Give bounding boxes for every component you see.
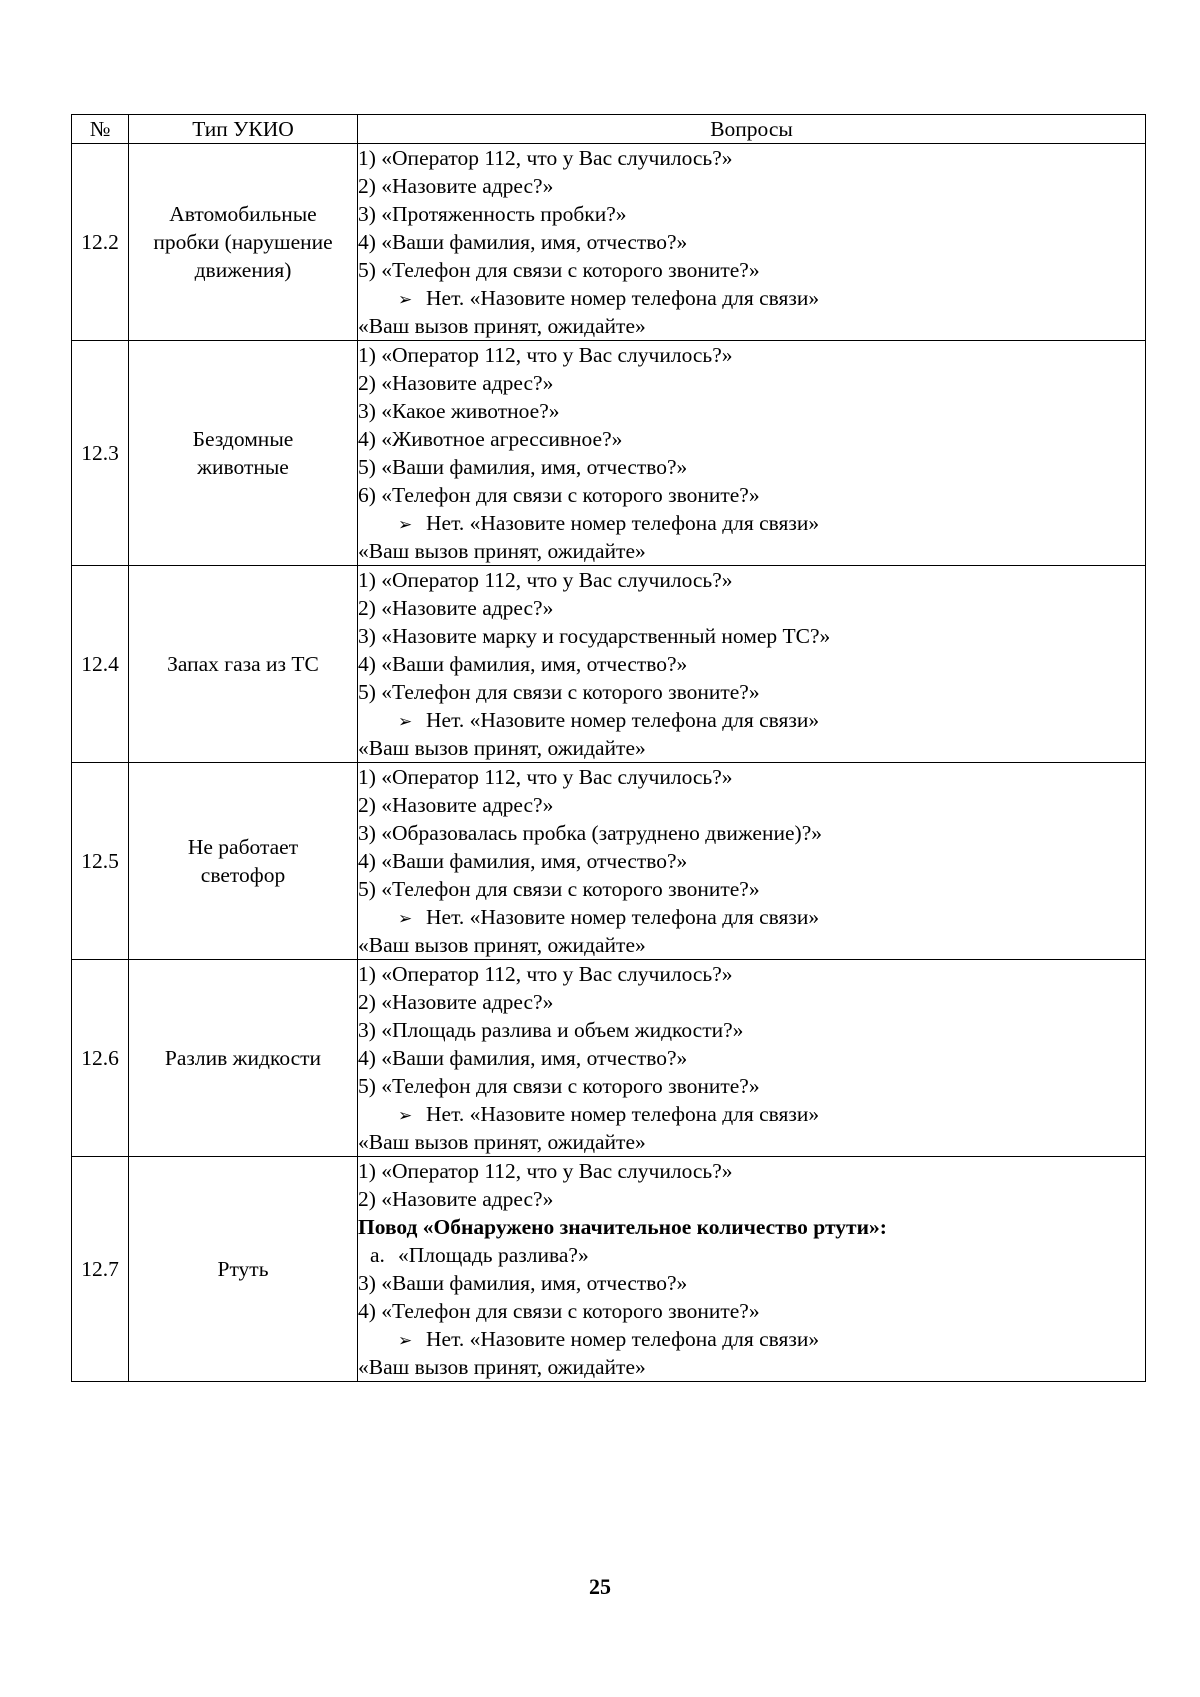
question-bullet: [358, 284, 1145, 312]
question-line: 4) «Телефон для связи с которого звоните?»: [358, 1299, 760, 1323]
question-line: 1) «Оператор 112, что у Вас случилось?»: [358, 962, 733, 986]
questions-cell: [358, 144, 1146, 341]
questions-cell: [358, 960, 1146, 1157]
arrow-bullet-icon: ➢: [398, 1106, 413, 1126]
question-line: «Ваш вызов принят, ожидайте»: [358, 539, 646, 563]
question-bullet: [358, 903, 1145, 931]
questions-cell: [358, 763, 1146, 960]
question-line: «Ваш вызов принят, ожидайте»: [358, 736, 646, 760]
incident-type: [129, 341, 358, 566]
table-row: [72, 763, 1146, 960]
question-line: «Ваш вызов принят, ожидайте»: [358, 933, 646, 957]
question-line: 1) «Оператор 112, что у Вас случилось?»: [358, 765, 733, 789]
question-line: 6) «Телефон для связи с которого звоните?»: [358, 483, 760, 507]
header-type: Тип УКИО: [129, 115, 358, 144]
question-text: Нет. «Назовите номер телефона для связи»: [426, 1102, 820, 1126]
question-line: 2) «Назовите адрес?»: [358, 990, 554, 1014]
questions-cell: [358, 566, 1146, 763]
incident-type-line: Не работает: [187, 835, 299, 859]
table-row: [72, 341, 1146, 566]
question-line: 3) «Образовалась пробка (затруднено движение)?»: [358, 821, 822, 845]
header-row: [72, 115, 1146, 144]
question-line: 1) «Оператор 112, что у Вас случилось?»: [358, 343, 733, 367]
incident-type-line: Автомобильные: [169, 202, 317, 226]
incident-type-line: Бездомные: [192, 427, 294, 451]
incident-type: [129, 144, 358, 341]
question-line: 5) «Телефон для связи с которого звоните?»: [358, 1074, 760, 1098]
row-number: 12.2: [72, 144, 129, 341]
question-text: Нет. «Назовите номер телефона для связи»: [426, 1327, 820, 1351]
arrow-bullet-icon: ➢: [398, 515, 413, 535]
page-number: 25: [589, 1574, 611, 1599]
incident-type-line: пробки (нарушение: [153, 230, 333, 254]
header-num: №: [72, 115, 129, 144]
questions-table: [71, 114, 1146, 1382]
question-line: 1) «Оператор 112, что у Вас случилось?»: [358, 1159, 733, 1183]
table-row: [72, 144, 1146, 341]
question-line: 2) «Назовите адрес?»: [358, 174, 554, 198]
incident-type-line: Запах газа из ТС: [167, 652, 319, 676]
question-line: 5) «Телефон для связи с которого звоните?»: [358, 877, 760, 901]
incident-type: [129, 1157, 358, 1382]
question-bullet: [358, 509, 1145, 537]
question-bullet: [358, 706, 1145, 734]
question-line: «Ваш вызов принят, ожидайте»: [358, 314, 646, 338]
arrow-bullet-icon: ➢: [398, 909, 413, 929]
row-number: 12.6: [72, 960, 129, 1157]
question-line: 4) «Животное агрессивное?»: [358, 427, 623, 451]
question-line: 5) «Телефон для связи с которого звоните?»: [358, 680, 760, 704]
incident-type: [129, 566, 358, 763]
question-line: 2) «Назовите адрес?»: [358, 371, 554, 395]
question-line: 3) «Ваши фамилия, имя, отчество?»: [358, 1271, 688, 1295]
incident-type-line: животные: [197, 455, 289, 479]
question-line: 3) «Какое животное?»: [358, 399, 560, 423]
question-line: 4) «Ваши фамилия, имя, отчество?»: [358, 652, 688, 676]
table-row: [72, 566, 1146, 763]
question-line: 4) «Ваши фамилия, имя, отчество?»: [358, 230, 688, 254]
question-line: 1) «Оператор 112, что у Вас случилось?»: [358, 146, 733, 170]
question-line: 5) «Телефон для связи с которого звоните?»: [358, 258, 760, 282]
question-text: Нет. «Назовите номер телефона для связи»: [426, 286, 820, 310]
table-row: [72, 1157, 1146, 1382]
incident-type-line: движения): [194, 258, 292, 282]
subitem-marker: а.: [370, 1243, 385, 1267]
question-text: Нет. «Назовите номер телефона для связи»: [426, 511, 820, 535]
incident-type: [129, 960, 358, 1157]
question-text: Нет. «Назовите номер телефона для связи»: [426, 905, 820, 929]
question-bullet: [358, 1100, 1145, 1128]
question-line: 1) «Оператор 112, что у Вас случилось?»: [358, 568, 733, 592]
incident-type-line: светофор: [200, 863, 286, 887]
table-body: [72, 144, 1146, 1382]
arrow-bullet-icon: ➢: [398, 1331, 413, 1351]
header-questions: Вопросы: [358, 115, 1146, 144]
question-line: 2) «Назовите адрес?»: [358, 793, 554, 817]
question-text: «Площадь разлива?»: [398, 1243, 589, 1267]
question-text: Нет. «Назовите номер телефона для связи»: [426, 708, 820, 732]
arrow-bullet-icon: ➢: [398, 290, 413, 310]
row-number: 12.7: [72, 1157, 129, 1382]
questions-cell: [358, 341, 1146, 566]
table-row: [72, 960, 1146, 1157]
questions-cell: [358, 1157, 1146, 1382]
question-line: «Ваш вызов принят, ожидайте»: [358, 1355, 646, 1379]
row-number: 12.5: [72, 763, 129, 960]
question-line: 3) «Протяженность пробки?»: [358, 202, 627, 226]
row-number: 12.3: [72, 341, 129, 566]
incident-type-line: Разлив жидкости: [164, 1046, 322, 1070]
question-line: 3) «Площадь разлива и объем жидкости?»: [358, 1018, 744, 1042]
question-subitem: [358, 1241, 1145, 1269]
question-line: 2) «Назовите адрес?»: [358, 1187, 554, 1211]
question-line: 5) «Ваши фамилия, имя, отчество?»: [358, 455, 688, 479]
incident-type: [129, 763, 358, 960]
question-line: «Ваш вызов принят, ожидайте»: [358, 1130, 646, 1154]
question-bullet: [358, 1325, 1145, 1353]
arrow-bullet-icon: ➢: [398, 712, 413, 732]
question-line: 3) «Назовите марку и государственный номер ТС?»: [358, 624, 831, 648]
question-line: 4) «Ваши фамилия, имя, отчество?»: [358, 849, 688, 873]
question-line: 4) «Ваши фамилия, имя, отчество?»: [358, 1046, 688, 1070]
question-line: 2) «Назовите адрес?»: [358, 596, 554, 620]
incident-type-line: Ртуть: [217, 1257, 269, 1281]
question-heading: Повод «Обнаружено значительное количество ртути»:: [358, 1215, 887, 1239]
row-number: 12.4: [72, 566, 129, 763]
